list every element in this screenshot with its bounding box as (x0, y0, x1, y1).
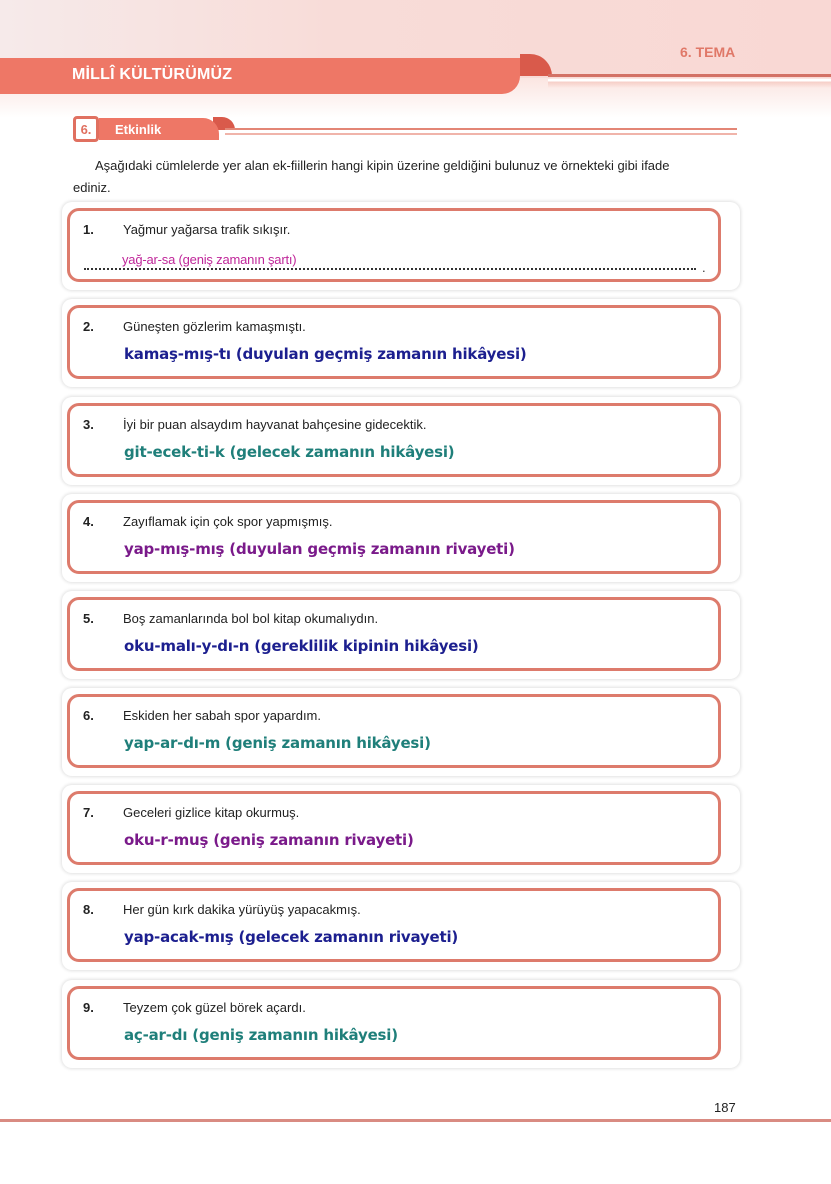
instruction-line-1: Aşağıdaki cümlelerde yer alan ek-fiillerin hangi kipin üzerine geldiğini bulunuz ve örnekteki gibi ifade (95, 158, 670, 173)
exercise-card (62, 882, 740, 970)
exercise-number: 2. (83, 319, 94, 334)
exercise-number: 8. (83, 902, 94, 917)
exercise-card-border (67, 694, 721, 768)
exercise-sentence: Boş zamanlarında bol bol kitap okumalıydın. (123, 611, 379, 626)
exercise-sentence: Geceleri gizlice kitap okurmuş. (123, 805, 300, 820)
exercise-card-border (67, 500, 721, 574)
exercise-card (62, 299, 740, 387)
exercise-card-border (67, 791, 721, 865)
exercise-number: 5. (83, 611, 94, 626)
exercise-number: 9. (83, 1000, 94, 1015)
header-rule (548, 74, 831, 77)
exercise-number: 6. (83, 708, 94, 723)
exercise-answer: git-ecek-ti-k (gelecek zamanın hikâyesi) (124, 443, 455, 461)
exercise-card (62, 785, 740, 873)
theme-label: 6. TEMA (680, 44, 736, 60)
exercise-sentence: Teyzem çok güzel börek açardı. (123, 1000, 306, 1015)
answer-line-period: . (702, 260, 706, 275)
exercise-card (62, 591, 740, 679)
exercise-answer: yap-acak-mış (gelecek zamanın rivayeti) (124, 928, 459, 946)
exercise-answer: yağ-ar-sa (geniş zamanın şartı) (122, 252, 297, 267)
exercise-card (62, 202, 740, 290)
exercise-card-border (67, 986, 721, 1060)
instruction-text (73, 155, 744, 199)
exercise-answer: oku-r-muş (geniş zamanın rivayeti) (124, 831, 414, 849)
instruction-line-2: ediniz. (73, 180, 111, 195)
exercise-number: 1. (83, 222, 94, 237)
exercise-sentence: Zayıflamak için çok spor yapmışmış. (123, 514, 333, 529)
activity-rule-secondary (225, 133, 737, 135)
activity-title: Etkinlik (99, 118, 219, 140)
exercise-sentence: Eskiden her sabah spor yapardım. (123, 708, 321, 723)
exercise-card-border (67, 403, 721, 477)
exercise-answer: kamaş-mış-tı (duyulan geçmiş zamanın hikâyesi) (124, 345, 527, 363)
exercise-card-border (67, 888, 721, 962)
exercise-sentence: Yağmur yağarsa trafik sıkışır. (123, 222, 291, 237)
exercise-card-border (67, 597, 721, 671)
exercise-answer: yap-ar-dı-m (geniş zamanın hikâyesi) (124, 734, 431, 752)
answer-dotted-line (84, 268, 696, 270)
exercise-card (62, 980, 740, 1068)
header-rule-shadow (548, 82, 831, 88)
exercise-sentence: İyi bir puan alsaydım hayvanat bahçesine gidecektik. (123, 417, 427, 432)
activity-rule (225, 128, 737, 130)
exercise-card-border (67, 305, 721, 379)
activity-number: 6. (73, 116, 99, 142)
exercise-sentence: Güneşten gözlerim kamaşmıştı. (123, 319, 306, 334)
exercise-card (62, 397, 740, 485)
exercise-number: 4. (83, 514, 94, 529)
exercise-card (62, 494, 740, 582)
footer-rule (0, 1119, 831, 1122)
exercise-card-border (67, 208, 721, 282)
exercise-answer: yap-mış-mış (duyulan geçmiş zamanın rivayeti) (124, 540, 515, 558)
exercise-number: 3. (83, 417, 94, 432)
page-number: 187 (714, 1100, 736, 1115)
exercise-card (62, 688, 740, 776)
header-rule-gap (548, 79, 831, 81)
exercise-answer: aç-ar-dı (geniş zamanın hikâyesi) (124, 1026, 398, 1044)
exercise-number: 7. (83, 805, 94, 820)
chapter-title: MİLLÎ KÜLTÜRÜMÜZ (72, 66, 233, 83)
exercise-answer: oku-malı-y-dı-n (gereklilik kipinin hikâyesi) (124, 637, 479, 655)
exercise-sentence: Her gün kırk dakika yürüyüş yapacakmış. (123, 902, 361, 917)
